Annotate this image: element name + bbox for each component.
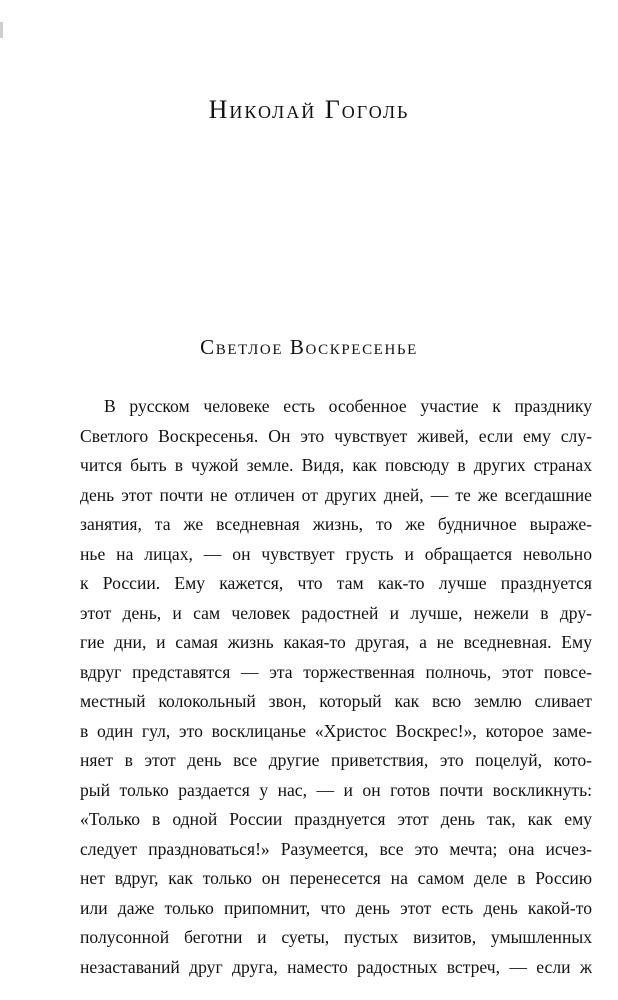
- body-paragraph: [80, 392, 592, 982]
- text-line: гие дни, и самая жизнь какая-то другая, а не вседневная. Ему: [80, 632, 592, 652]
- text-line: к России. Ему кажется, что там как-то лучше празднуется: [80, 573, 592, 593]
- text-line: или даже только припомнит, что день этот есть день какой-то: [80, 897, 592, 918]
- text-line: незаставаний друг друга, наместо радостных встреч, — если ж: [80, 956, 592, 977]
- text-line: Светлого Воскресенья. Он это чувствует живей, если ему слу-: [80, 425, 592, 446]
- page-edge-mark: [0, 22, 3, 38]
- text-line: чится быть в чужой земле. Видя, как повсюду в других странах: [80, 455, 592, 475]
- text-line: полусонной беготни и суеты, пустых визитов, умышленных: [80, 927, 592, 947]
- text-line: местный колокольный звон, который как всю землю сливает: [80, 691, 592, 711]
- author-heading: Николай Гоголь: [208, 95, 410, 124]
- text-line: вдруг представятся — эта торжественная полночь, этот повсе-: [80, 661, 592, 682]
- text-line: в один гул, это восклицанье «Христос Воскрес!», которое заме-: [80, 720, 592, 741]
- text-line: занятия, та же вседневная жизнь, то же будничное выраже-: [80, 514, 592, 534]
- text-line: нет вдруг, как только он перенесется на самом деле в Россию: [80, 868, 592, 888]
- text-line: «Только в одной России празднуется этот день так, как ему: [80, 809, 592, 829]
- text-line: день этот почти не отличен от других дней, — те же всегдашние: [80, 484, 592, 505]
- text-line: рый только раздается у нас, — и он готов почти воскликнуть:: [80, 779, 592, 800]
- text-line: В русском человеке есть особенное участие к празднику: [104, 396, 592, 416]
- text-line: этот день, и сам человек радостней и лучше, нежели в дру-: [80, 602, 592, 623]
- text-line: следует праздноваться!» Разумеется, все это мечта; она исчез-: [80, 838, 592, 859]
- text-line: няет в этот день все другие приветствия, это поцелуй, кото-: [80, 750, 592, 770]
- text-line: нье на лицах, — он чувствует грусть и обращается невольно: [80, 543, 592, 564]
- chapter-title: Светлое Воскресенье: [200, 335, 418, 359]
